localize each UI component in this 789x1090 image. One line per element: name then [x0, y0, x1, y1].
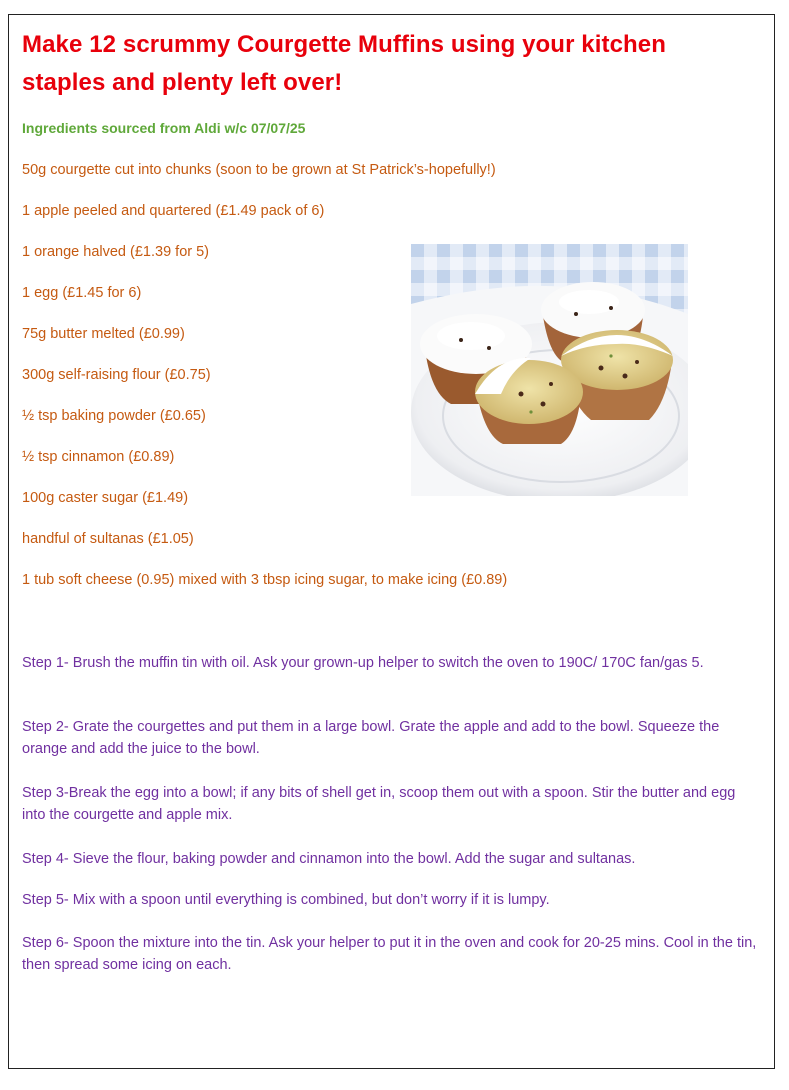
ingredient-butter: 75g butter melted (£0.99) [22, 326, 185, 342]
step-1: Step 1- Brush the muffin tin with oil. Ask your grown-up helper to switch the oven to 190C/ 170C fan/gas 5. [22, 655, 704, 671]
ingredient-flour: 300g self-raising flour (£0.75) [22, 367, 211, 383]
step-6: Step 6- Spoon the mixture into the tin. Ask your helper to put it in the oven and cook for 20-25 mins. Cool in the tin, then spread some icing on each. [22, 935, 757, 973]
ingredient-caster-sugar: 100g caster sugar (£1.49) [22, 490, 189, 506]
step-4: Step 4- Sieve the flour, baking powder and cinnamon into the bowl. Add the sugar and sultanas. [22, 851, 636, 867]
step-5: Step 5- Mix with a spoon until everything is combined, but don’t worry if it is lumpy. [22, 892, 550, 908]
ingredient-egg: 1 egg (£1.45 for 6) [22, 285, 142, 301]
ingredient-apple: 1 apple peeled and quartered (£1.49 pack of 6) [22, 203, 325, 219]
ingredient-baking-powder: ½ tsp baking powder (£0.65) [22, 408, 206, 424]
ingredient-courgette: 50g courgette cut into chunks (soon to be grown at St Patrick’s-hopefully!) [22, 162, 496, 178]
ingredients-source-subtitle: Ingredients sourced from Aldi w/c 07/07/25 [22, 120, 306, 136]
muffins-photo [411, 244, 688, 496]
ingredient-orange: 1 orange halved (£1.39 for 5) [22, 244, 210, 260]
ingredient-soft-cheese-icing: 1 tub soft cheese (0.95) mixed with 3 tbsp icing sugar, to make icing (£0.89) [22, 572, 508, 588]
ingredient-cinnamon: ½ tsp cinnamon (£0.89) [22, 449, 175, 465]
recipe-title: Make 12 scrummy Courgette Muffins using your kitchen staples and plenty left over! [22, 31, 667, 96]
ingredient-sultanas: handful of sultanas (£1.05) [22, 531, 194, 547]
step-2: Step 2- Grate the courgettes and put them in a large bowl. Grate the apple and add to the bowl. Squeeze the orange and add the juice to the bowl. [22, 719, 720, 757]
step-3: Step 3-Break the egg into a bowl; if any bits of shell get in, scoop them out with a spoon. Stir the butter and egg into the courgette and apple mix. [22, 785, 736, 823]
